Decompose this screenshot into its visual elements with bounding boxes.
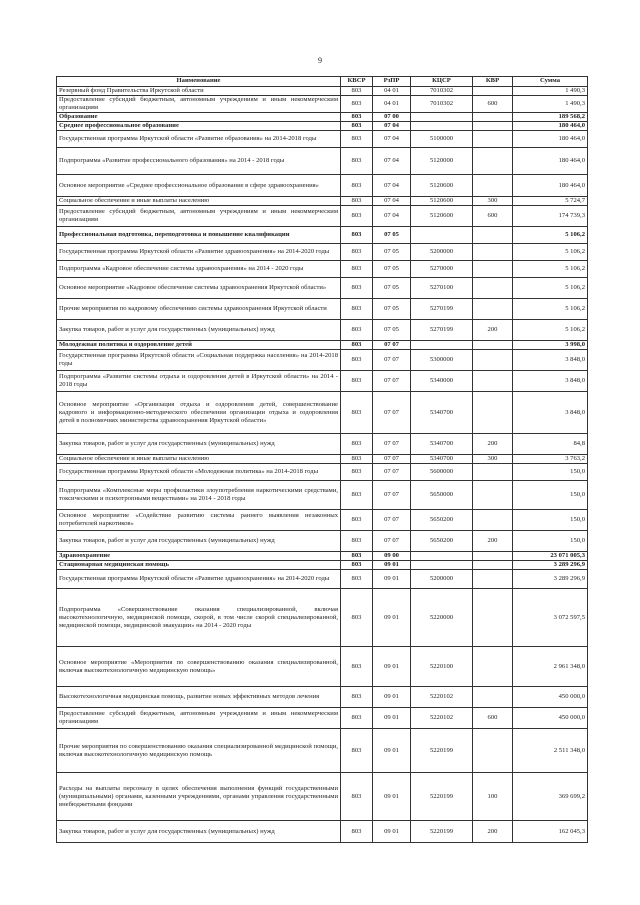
cell-kvsr: 803 [341, 773, 373, 821]
cell-rzpr: 07 07 [373, 510, 411, 531]
cell-name: Государственная программа Иркутской области «Развитие образования» на 2014-2018 годы [57, 131, 341, 148]
cell-kvsr: 803 [341, 227, 373, 244]
cell-kcsr: 5200000 [411, 244, 473, 261]
cell-kvsr: 803 [341, 561, 373, 570]
cell-name: Государственная программа Иркутской области «Молодежная политика» на 2014-2018 годы [57, 464, 341, 481]
cell-sum: 450 000,0 [513, 687, 588, 708]
cell-kcsr: 5340700 [411, 434, 473, 455]
cell-kvsr: 803 [341, 131, 373, 148]
cell-kvsr: 803 [341, 371, 373, 392]
cell-kcsr [411, 227, 473, 244]
cell-sum: 5 106,2 [513, 320, 588, 341]
table-row [57, 821, 588, 843]
cell-kvsr: 803 [341, 278, 373, 299]
cell-kvsr: 803 [341, 647, 373, 687]
cell-name: Здравоохранение [57, 552, 341, 561]
cell-rzpr: 04 01 [373, 87, 411, 96]
cell-sum: 450 000,0 [513, 708, 588, 729]
cell-name: Основное мероприятие «Кадровое обеспечение системы здравоохранения Иркутской области» [57, 278, 341, 299]
cell-kvsr: 803 [341, 244, 373, 261]
table-row [57, 278, 588, 299]
cell-kvsr: 803 [341, 570, 373, 589]
cell-kvr [473, 175, 513, 197]
cell-kvr [473, 350, 513, 371]
cell-rzpr: 07 05 [373, 278, 411, 299]
table-row [57, 244, 588, 261]
cell-kvr: 600 [473, 708, 513, 729]
cell-rzpr: 07 04 [373, 206, 411, 227]
cell-kvr [473, 561, 513, 570]
cell-kvr [473, 481, 513, 510]
cell-kcsr [411, 552, 473, 561]
cell-rzpr: 09 01 [373, 561, 411, 570]
cell-sum: 180 464,0 [513, 131, 588, 148]
table-row [57, 552, 588, 561]
cell-sum: 5 106,2 [513, 299, 588, 320]
cell-kvr [473, 687, 513, 708]
cell-kvsr: 803 [341, 708, 373, 729]
cell-kcsr: 5340000 [411, 371, 473, 392]
cell-kcsr: 5120000 [411, 148, 473, 175]
table-row [57, 729, 588, 773]
cell-kcsr: 5100000 [411, 131, 473, 148]
table-row [57, 350, 588, 371]
cell-kvr: 300 [473, 197, 513, 206]
cell-sum: 189 568,2 [513, 113, 588, 122]
cell-kvr: 600 [473, 206, 513, 227]
cell-name: Предоставление субсидий бюджетным, автономным учреждениям и иным некоммерческим организациям [57, 206, 341, 227]
table-row [57, 96, 588, 113]
table-row [57, 206, 588, 227]
cell-name: Стационарная медицинская помощь [57, 561, 341, 570]
cell-kcsr [411, 341, 473, 350]
cell-kvr [473, 113, 513, 122]
cell-kvsr: 803 [341, 687, 373, 708]
cell-kvr [473, 510, 513, 531]
table-row [57, 687, 588, 708]
cell-sum: 23 071 005,3 [513, 552, 588, 561]
cell-sum: 180 464,0 [513, 122, 588, 131]
cell-name: Подпрограмма «Развитие системы отдыха и оздоровления детей в Иркутской области» на 2014 - 2018 годы [57, 371, 341, 392]
cell-sum: 3 998,0 [513, 341, 588, 350]
cell-kvr [473, 244, 513, 261]
cell-kvsr: 803 [341, 96, 373, 113]
table-row [57, 299, 588, 320]
header-kvr: КВР [473, 77, 513, 87]
cell-kvr [473, 589, 513, 647]
cell-sum: 5 106,2 [513, 278, 588, 299]
cell-kvr [473, 552, 513, 561]
cell-name: Расходы на выплаты персоналу в целях обеспечения выполнения функций государственными (муниципальными) органами, казенными учреждениями, органами управления государственными внебюджетными фондами [57, 773, 341, 821]
cell-name: Государственная программа Иркутской области «Развитие здравоохранения» на 2014-2020 годы [57, 244, 341, 261]
table-row [57, 113, 588, 122]
cell-kvr: 200 [473, 434, 513, 455]
cell-sum: 3 763,2 [513, 455, 588, 464]
cell-name: Основное мероприятие «Содействие развитию системы раннего выявления незаконных потребителей наркотиков» [57, 510, 341, 531]
page-number: 9 [318, 56, 322, 65]
cell-kvsr: 803 [341, 350, 373, 371]
cell-kvsr: 803 [341, 122, 373, 131]
cell-kvr: 600 [473, 96, 513, 113]
cell-sum: 369 699,2 [513, 773, 588, 821]
table-row [57, 320, 588, 341]
table-header-row [57, 77, 588, 87]
table-row [57, 87, 588, 96]
cell-kvsr: 803 [341, 113, 373, 122]
table-row [57, 570, 588, 589]
cell-kvr [473, 570, 513, 589]
cell-kvsr: 803 [341, 481, 373, 510]
cell-kvr [473, 131, 513, 148]
cell-kvsr: 803 [341, 87, 373, 96]
cell-kvr [473, 278, 513, 299]
cell-sum: 150,0 [513, 464, 588, 481]
table-row [57, 589, 588, 647]
cell-kcsr: 5650000 [411, 481, 473, 510]
table-row [57, 561, 588, 570]
cell-kcsr: 5220199 [411, 821, 473, 843]
cell-kcsr [411, 113, 473, 122]
cell-name: Закупка товаров, работ и услуг для государственных (муниципальных) нужд [57, 821, 341, 843]
cell-kvr: 300 [473, 455, 513, 464]
cell-name: Прочие мероприятия по совершенствованию оказания специализированной медицинской помощи, включая высокотехнологичную медицинскую помощь [57, 729, 341, 773]
cell-name: Высокотехнологичная медицинская помощь, развитие новых эффективных методов лечения [57, 687, 341, 708]
cell-name: Основное мероприятие «Мероприятия по совершенствованию оказания специализированной, включая высокотехнологичную медицинскую помощь» [57, 647, 341, 687]
table-row [57, 131, 588, 148]
cell-rzpr: 07 04 [373, 122, 411, 131]
cell-kcsr: 5220000 [411, 589, 473, 647]
cell-sum: 5 724,7 [513, 197, 588, 206]
cell-rzpr: 07 04 [373, 197, 411, 206]
cell-name: Социальное обеспечение и иные выплаты населению [57, 455, 341, 464]
budget-table [56, 76, 588, 843]
cell-kvr [473, 227, 513, 244]
cell-name: Подпрограмма «Кадровое обеспечение системы здравоохранения» на 2014 - 2020 годы [57, 261, 341, 278]
cell-kvr [473, 261, 513, 278]
cell-sum: 3 289 296,9 [513, 561, 588, 570]
cell-rzpr: 07 05 [373, 244, 411, 261]
cell-kvr: 100 [473, 773, 513, 821]
cell-rzpr: 07 04 [373, 148, 411, 175]
cell-sum: 1 490,3 [513, 87, 588, 96]
table-row [57, 434, 588, 455]
cell-name: Подпрограмма «Развитие профессионального образования» на 2014 - 2018 годы [57, 148, 341, 175]
cell-sum: 5 106,2 [513, 261, 588, 278]
cell-kvsr: 803 [341, 392, 373, 434]
cell-kvsr: 803 [341, 729, 373, 773]
cell-rzpr: 09 01 [373, 687, 411, 708]
cell-kvr [473, 148, 513, 175]
cell-kcsr: 5220199 [411, 729, 473, 773]
cell-kcsr: 5600000 [411, 464, 473, 481]
table-row [57, 227, 588, 244]
header-kvsr: КВСР [341, 77, 373, 87]
cell-kcsr: 5220199 [411, 773, 473, 821]
cell-kcsr [411, 122, 473, 131]
table-row [57, 197, 588, 206]
cell-kvsr: 803 [341, 197, 373, 206]
cell-rzpr: 07 04 [373, 131, 411, 148]
cell-kvsr: 803 [341, 148, 373, 175]
header-name: Наименование [57, 77, 341, 87]
table-row [57, 531, 588, 552]
cell-rzpr: 07 07 [373, 350, 411, 371]
cell-rzpr: 09 01 [373, 729, 411, 773]
cell-rzpr: 09 01 [373, 647, 411, 687]
cell-sum: 84,8 [513, 434, 588, 455]
cell-rzpr: 07 07 [373, 371, 411, 392]
cell-kcsr: 5270199 [411, 320, 473, 341]
cell-kvr: 200 [473, 320, 513, 341]
cell-kcsr: 5270000 [411, 261, 473, 278]
cell-rzpr: 07 07 [373, 455, 411, 464]
cell-sum: 3 848,0 [513, 350, 588, 371]
table-row [57, 261, 588, 278]
cell-name: Резервный фонд Правительства Иркутской области [57, 87, 341, 96]
cell-kvr [473, 729, 513, 773]
cell-name: Основное мероприятие «Организация отдыха и оздоровления детей, совершенствование кадрового и информационно-методического обеспечения организации отдыха и оздоровления детей в полномочиях министерства здравоохранения Иркутской области» [57, 392, 341, 434]
table-row [57, 148, 588, 175]
table-row [57, 175, 588, 197]
cell-kcsr: 5650200 [411, 531, 473, 552]
cell-kcsr: 5340700 [411, 455, 473, 464]
header-rzpr: РзПР [373, 77, 411, 87]
cell-name: Среднее профессиональное образование [57, 122, 341, 131]
table-row [57, 392, 588, 434]
cell-kvr [473, 87, 513, 96]
cell-kvr: 200 [473, 821, 513, 843]
cell-name: Прочие мероприятия по кадровому обеспечению системы здравоохранения Иркутской области [57, 299, 341, 320]
cell-kvsr: 803 [341, 464, 373, 481]
cell-rzpr: 09 01 [373, 773, 411, 821]
header-sum: Сумма [513, 77, 588, 87]
cell-sum: 150,0 [513, 510, 588, 531]
cell-kvr [473, 392, 513, 434]
cell-name: Закупка товаров, работ и услуг для государственных (муниципальных) нужд [57, 434, 341, 455]
cell-sum: 5 106,2 [513, 244, 588, 261]
cell-rzpr: 07 07 [373, 434, 411, 455]
cell-sum: 2 961 348,0 [513, 647, 588, 687]
table-row [57, 773, 588, 821]
cell-kcsr: 7010302 [411, 96, 473, 113]
cell-kcsr: 5220102 [411, 708, 473, 729]
cell-rzpr: 07 04 [373, 175, 411, 197]
cell-rzpr: 07 05 [373, 227, 411, 244]
cell-rzpr: 04 01 [373, 96, 411, 113]
cell-sum: 3 848,0 [513, 371, 588, 392]
cell-kcsr: 5300000 [411, 350, 473, 371]
cell-name: Молодежная политика и оздоровление детей [57, 341, 341, 350]
cell-rzpr: 07 05 [373, 320, 411, 341]
table-row [57, 510, 588, 531]
cell-sum: 3 289 296,9 [513, 570, 588, 589]
header-kcsr: КЦСР [411, 77, 473, 87]
cell-rzpr: 07 07 [373, 341, 411, 350]
cell-sum: 174 739,3 [513, 206, 588, 227]
cell-rzpr: 07 05 [373, 299, 411, 320]
cell-kcsr: 5120600 [411, 206, 473, 227]
cell-sum: 180 464,0 [513, 148, 588, 175]
cell-kcsr [411, 561, 473, 570]
cell-kvsr: 803 [341, 531, 373, 552]
cell-kcsr: 5340700 [411, 392, 473, 434]
cell-name: Профессиональная подготовка, переподготовка и повышение квалификации [57, 227, 341, 244]
cell-rzpr: 07 07 [373, 481, 411, 510]
cell-kvsr: 803 [341, 341, 373, 350]
cell-kcsr: 5270100 [411, 278, 473, 299]
table-row [57, 481, 588, 510]
cell-kvsr: 803 [341, 434, 373, 455]
cell-kcsr: 5220100 [411, 647, 473, 687]
cell-name: Предоставление субсидий бюджетным, автономным учреждениям и иным некоммерческим организациям [57, 96, 341, 113]
cell-name: Подпрограмма «Комплексные меры профилактики злоупотребления наркотическими средствами, токсическими и психотропными веществами» на 2014 - 2018 годы [57, 481, 341, 510]
cell-sum: 180 464,0 [513, 175, 588, 197]
cell-kcsr: 5120600 [411, 175, 473, 197]
table-row [57, 455, 588, 464]
cell-kvr [473, 371, 513, 392]
cell-rzpr: 07 07 [373, 464, 411, 481]
cell-kvsr: 803 [341, 821, 373, 843]
cell-rzpr: 09 01 [373, 589, 411, 647]
table-row [57, 464, 588, 481]
table-body [57, 87, 588, 843]
cell-kvsr: 803 [341, 261, 373, 278]
cell-name: Закупка товаров, работ и услуг для государственных (муниципальных) нужд [57, 531, 341, 552]
cell-sum: 5 106,2 [513, 227, 588, 244]
cell-kvr [473, 341, 513, 350]
cell-name: Предоставление субсидий бюджетным, автономным учреждениям и иным некоммерческим организациям [57, 708, 341, 729]
cell-kcsr: 5200000 [411, 570, 473, 589]
cell-sum: 1 490,3 [513, 96, 588, 113]
cell-name: Социальное обеспечение и иные выплаты населению [57, 197, 341, 206]
cell-rzpr: 09 01 [373, 570, 411, 589]
cell-rzpr: 09 00 [373, 552, 411, 561]
cell-kcsr: 5270199 [411, 299, 473, 320]
cell-rzpr: 07 07 [373, 392, 411, 434]
cell-kcsr: 5120600 [411, 197, 473, 206]
cell-rzpr: 07 07 [373, 531, 411, 552]
cell-name: Подпрограмма «Совершенствование оказания специализированной, включая высокотехнологичную, медицинской помощи, скорой, в том числе скорой специализированной, медицинской помощи, медицинской эвакуации» на 2014 - 2020 годы [57, 589, 341, 647]
cell-kvsr: 803 [341, 175, 373, 197]
cell-name: Основное мероприятие «Среднее профессиональное образование в сфере здравоохранения» [57, 175, 341, 197]
cell-kvr: 200 [473, 531, 513, 552]
table-row [57, 341, 588, 350]
table-row [57, 371, 588, 392]
cell-name: Образование [57, 113, 341, 122]
cell-sum: 150,0 [513, 481, 588, 510]
cell-kvr [473, 647, 513, 687]
cell-rzpr: 09 01 [373, 708, 411, 729]
cell-rzpr: 07 05 [373, 261, 411, 278]
cell-kvsr: 803 [341, 552, 373, 561]
cell-kvr [473, 299, 513, 320]
cell-kvsr: 803 [341, 510, 373, 531]
cell-kcsr: 5650200 [411, 510, 473, 531]
cell-sum: 150,0 [513, 531, 588, 552]
cell-name: Закупка товаров, работ и услуг для государственных (муниципальных) нужд [57, 320, 341, 341]
cell-sum: 3 848,0 [513, 392, 588, 434]
cell-rzpr: 09 01 [373, 821, 411, 843]
table-row [57, 708, 588, 729]
cell-rzpr: 07 00 [373, 113, 411, 122]
table-row [57, 647, 588, 687]
cell-name: Государственная программа Иркутской области «Социальная поддержка населения» на 2014-2018 годы [57, 350, 341, 371]
cell-kvsr: 803 [341, 589, 373, 647]
cell-kvr [473, 122, 513, 131]
cell-sum: 162 045,3 [513, 821, 588, 843]
cell-kcsr: 7010302 [411, 87, 473, 96]
cell-kvsr: 803 [341, 299, 373, 320]
cell-kvr [473, 464, 513, 481]
cell-sum: 3 072 597,5 [513, 589, 588, 647]
cell-kvsr: 803 [341, 320, 373, 341]
table-row [57, 122, 588, 131]
cell-kvsr: 803 [341, 206, 373, 227]
cell-sum: 2 511 348,0 [513, 729, 588, 773]
cell-kcsr: 5220102 [411, 687, 473, 708]
cell-name: Государственная программа Иркутской области «Развитие здравоохранения» на 2014-2020 годы [57, 570, 341, 589]
cell-kvsr: 803 [341, 455, 373, 464]
